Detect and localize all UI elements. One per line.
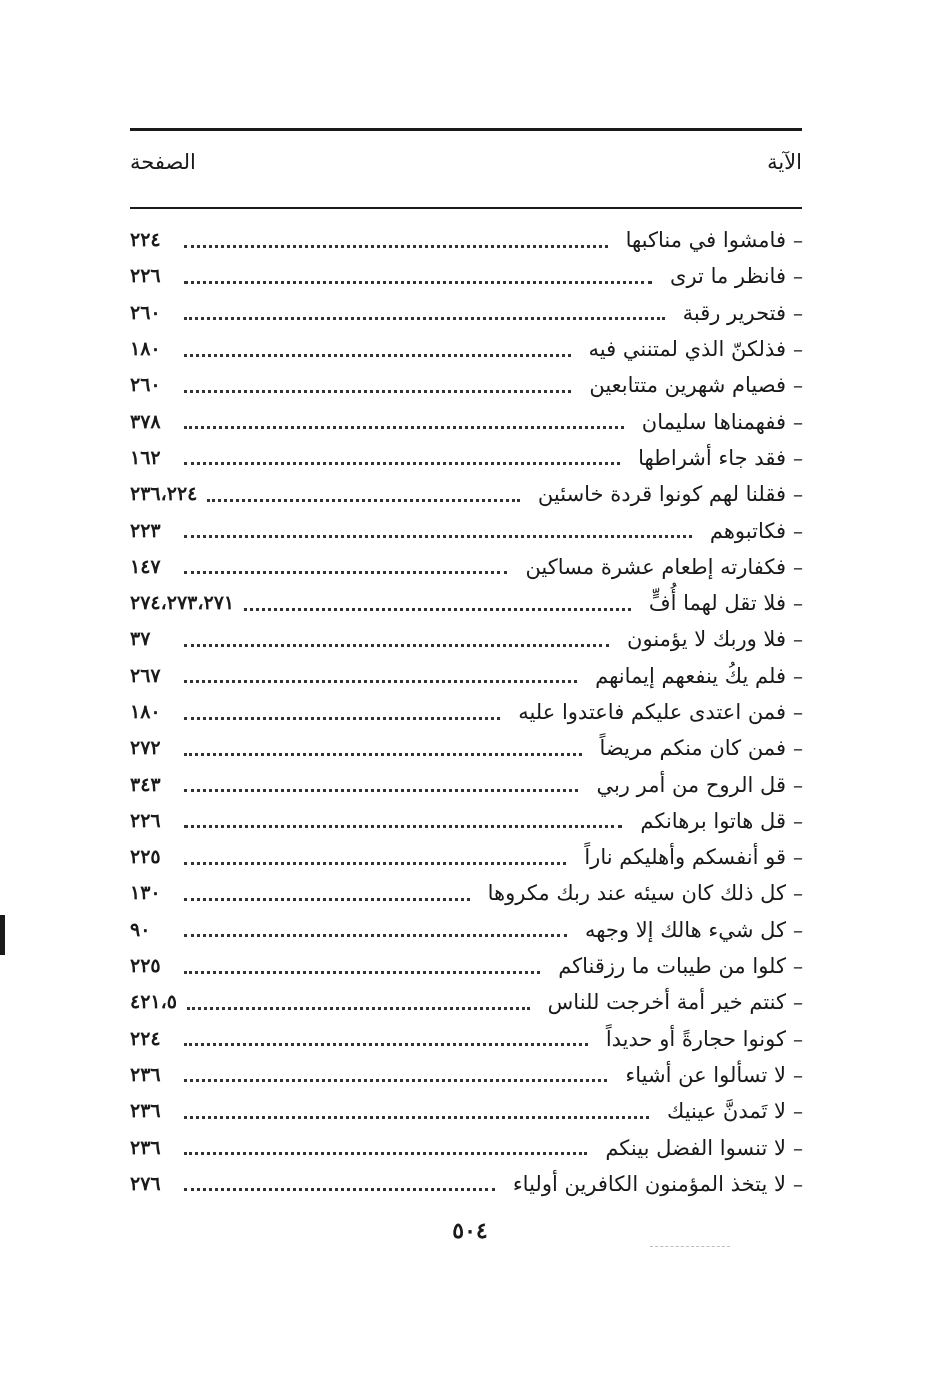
entry-verse: قل هاتوا برهانكم xyxy=(640,808,786,833)
leader-dots xyxy=(187,1007,530,1010)
entry-verse: لا تَمدنَّ عينيك xyxy=(667,1099,786,1124)
page-column-header: الصفحة xyxy=(130,150,196,174)
index-entry xyxy=(130,295,810,331)
entry-dash: – xyxy=(793,1171,803,1196)
entry-verse: فلا تقل لهما أُفٍّ xyxy=(648,591,786,616)
entry-verse: فلم يكُ ينفعهم إيمانهم xyxy=(595,663,786,688)
entry-verse: كونوا حجارةً أو حديداً xyxy=(605,1026,786,1051)
entry-dash: – xyxy=(793,591,803,616)
leader-dots xyxy=(184,1043,588,1046)
entry-page: ٢٢٤ xyxy=(130,1027,161,1050)
scan-edge-mark xyxy=(0,915,5,955)
entry-verse: فكاتبوهم xyxy=(709,518,786,543)
index-entry xyxy=(130,403,810,439)
leader-dots xyxy=(184,426,624,429)
page-number: ٥٠٤ xyxy=(452,1218,488,1244)
index-entry xyxy=(130,694,810,730)
leader-dots xyxy=(184,717,500,720)
entry-page: ٢٦٠ xyxy=(130,301,161,324)
leader-dots xyxy=(244,608,631,611)
entry-dash: – xyxy=(793,1062,803,1087)
index-entry xyxy=(130,222,810,258)
leader-dots xyxy=(184,644,609,647)
index-entry xyxy=(130,476,810,512)
entry-verse: فكفارته إطعام عشرة مساكين xyxy=(525,554,786,579)
entry-verse: فذلكنّ الذي لمتنني فيه xyxy=(588,337,786,362)
entry-dash: – xyxy=(793,627,803,652)
entry-page: ٢٣٦ xyxy=(130,1136,161,1159)
entry-page: ٢٢٥ xyxy=(130,846,161,869)
entry-page: ٣٤٣ xyxy=(130,773,161,796)
entry-dash: – xyxy=(793,881,803,906)
entry-page: ٢٣٦ xyxy=(130,1100,161,1123)
entry-page: ٢٢٤ xyxy=(130,229,161,252)
entry-verse: قل الروح من أمر ربي xyxy=(596,772,786,797)
index-entry xyxy=(130,1166,810,1202)
leader-dots xyxy=(184,862,566,865)
entry-dash: – xyxy=(793,1026,803,1051)
entry-page: ٢٢٥ xyxy=(130,955,161,978)
index-entry xyxy=(130,549,810,585)
entry-page: ٢٣٦،٢٢٤ xyxy=(130,483,198,506)
leader-dots xyxy=(184,462,620,465)
entry-page: ٢٣٦ xyxy=(130,1063,161,1086)
entry-dash: – xyxy=(793,409,803,434)
entry-page: ٣٧٨ xyxy=(130,410,161,433)
leader-dots xyxy=(184,934,567,937)
entry-page: ١٤٧ xyxy=(130,555,161,578)
leader-dots xyxy=(184,898,470,901)
entry-verse: فقلنا لهم كونوا قردة خاسئين xyxy=(537,482,786,507)
entry-dash: – xyxy=(793,990,803,1015)
entry-verse: فقد جاء أشراطها xyxy=(638,445,786,470)
entry-verse: فصيام شهرين متتابعين xyxy=(589,373,786,398)
index-entry xyxy=(130,512,810,548)
entry-dash: – xyxy=(793,445,803,470)
entry-verse: قو أنفسكم وأهليكم ناراً xyxy=(584,845,786,870)
entry-dash: – xyxy=(793,482,803,507)
entry-page: ١٦٢ xyxy=(130,446,161,469)
leader-dots xyxy=(184,571,507,574)
leader-dots xyxy=(184,535,692,538)
leader-dots xyxy=(207,499,520,502)
leader-dots xyxy=(184,1079,607,1082)
entry-page: ١٨٠ xyxy=(130,701,161,723)
verse-column-header: الآية xyxy=(767,150,802,174)
leader-dots xyxy=(184,789,578,792)
entry-dash: – xyxy=(793,808,803,833)
leader-dots xyxy=(184,1188,495,1191)
entry-dash: – xyxy=(793,736,803,761)
entry-verse: فمن كان منكم مريضاً xyxy=(599,736,786,761)
leader-dots xyxy=(184,971,540,974)
entry-dash: – xyxy=(793,1135,803,1160)
entry-dash: – xyxy=(793,845,803,870)
leader-dots xyxy=(184,753,582,756)
entry-page: ٢٧٦ xyxy=(130,1172,161,1195)
index-entry xyxy=(130,875,810,911)
entry-dash: – xyxy=(793,518,803,543)
entry-verse: فمن اعتدى عليكم فاعتدوا عليه xyxy=(518,700,786,724)
entry-verse: فامشوا في مناكبها xyxy=(625,228,786,253)
index-entry xyxy=(130,331,810,367)
index-entry xyxy=(130,258,810,294)
entry-verse: ففهمناها سليمان xyxy=(641,409,786,434)
entry-dash: – xyxy=(793,954,803,979)
header-rule xyxy=(130,207,802,209)
entry-dash: – xyxy=(793,228,803,253)
leader-dots xyxy=(184,825,622,828)
index-entry xyxy=(130,658,810,694)
index-entry xyxy=(130,839,810,875)
index-entry xyxy=(130,766,810,802)
index-entry xyxy=(130,585,810,621)
entry-dash: – xyxy=(793,772,803,797)
entry-page: ١٣٠ xyxy=(130,882,161,905)
entry-dash: – xyxy=(793,700,803,724)
index-entry xyxy=(130,621,810,657)
index-entry xyxy=(130,803,810,839)
index-entry xyxy=(130,1129,810,1165)
index-entry xyxy=(130,1057,810,1093)
entry-page: ٣٧ xyxy=(130,628,151,651)
entry-verse: لا تسألوا عن أشياء xyxy=(625,1062,786,1087)
entry-verse: فلا وربك لا يؤمنون xyxy=(627,627,786,652)
entry-page: ٢٦٧ xyxy=(130,664,161,687)
leader-dots xyxy=(184,1116,649,1119)
leader-dots xyxy=(184,317,665,320)
entry-verse: فانظر ما ترى xyxy=(670,264,786,289)
index-entry xyxy=(130,1093,810,1129)
entry-page: ٢٦٠ xyxy=(130,374,161,397)
entry-dash: – xyxy=(793,264,803,289)
entry-page: ٢٢٦ xyxy=(130,809,161,832)
entry-page: ٩٠ xyxy=(130,918,151,941)
index-entry xyxy=(130,367,810,403)
entry-dash: – xyxy=(793,337,803,362)
entry-dash: – xyxy=(793,373,803,398)
index-entry xyxy=(130,912,810,948)
entry-page: ٢٧٤،٢٧٣،٢٧١ xyxy=(130,592,235,615)
index-entry xyxy=(130,984,810,1020)
entry-dash: – xyxy=(793,663,803,688)
entry-page: ٢٧٢ xyxy=(130,737,161,760)
entry-page: ٢٢٣ xyxy=(130,519,161,542)
entry-dash: – xyxy=(793,300,803,325)
entry-dash: – xyxy=(793,1099,803,1124)
leader-dots xyxy=(184,354,571,357)
entry-verse: فتحرير رقبة xyxy=(682,300,786,325)
entry-verse: كنتم خير أمة أخرجت للناس xyxy=(547,990,786,1015)
entry-dash: – xyxy=(793,917,803,942)
top-rule xyxy=(130,128,802,131)
entry-verse: لا يتخذ المؤمنون الكافرين أولياء xyxy=(512,1171,786,1196)
leader-dots xyxy=(184,680,577,683)
entry-verse: لا تنسوا الفضل بينكم xyxy=(605,1135,786,1160)
index-entry xyxy=(130,440,810,476)
index-entry xyxy=(130,730,810,766)
entry-page: ١٨٠ xyxy=(130,338,161,361)
index-entries xyxy=(130,222,810,1202)
index-entry xyxy=(130,948,810,984)
entry-verse: كل شيء هالك إلا وجهه xyxy=(584,917,786,942)
leader-dots xyxy=(184,245,608,248)
leader-dots xyxy=(184,1152,587,1155)
entry-verse: كلوا من طيبات ما رزقناكم xyxy=(558,954,786,979)
index-entry xyxy=(130,1021,810,1057)
scan-faint-line xyxy=(650,1246,730,1247)
entry-dash: – xyxy=(793,554,803,579)
leader-dots xyxy=(184,390,571,393)
leader-dots xyxy=(184,281,652,284)
entry-verse: كل ذلك كان سيئه عند ربك مكروها xyxy=(487,881,786,906)
entry-page: ٤٢١،٥ xyxy=(130,991,177,1014)
entry-page: ٢٢٦ xyxy=(130,265,161,288)
